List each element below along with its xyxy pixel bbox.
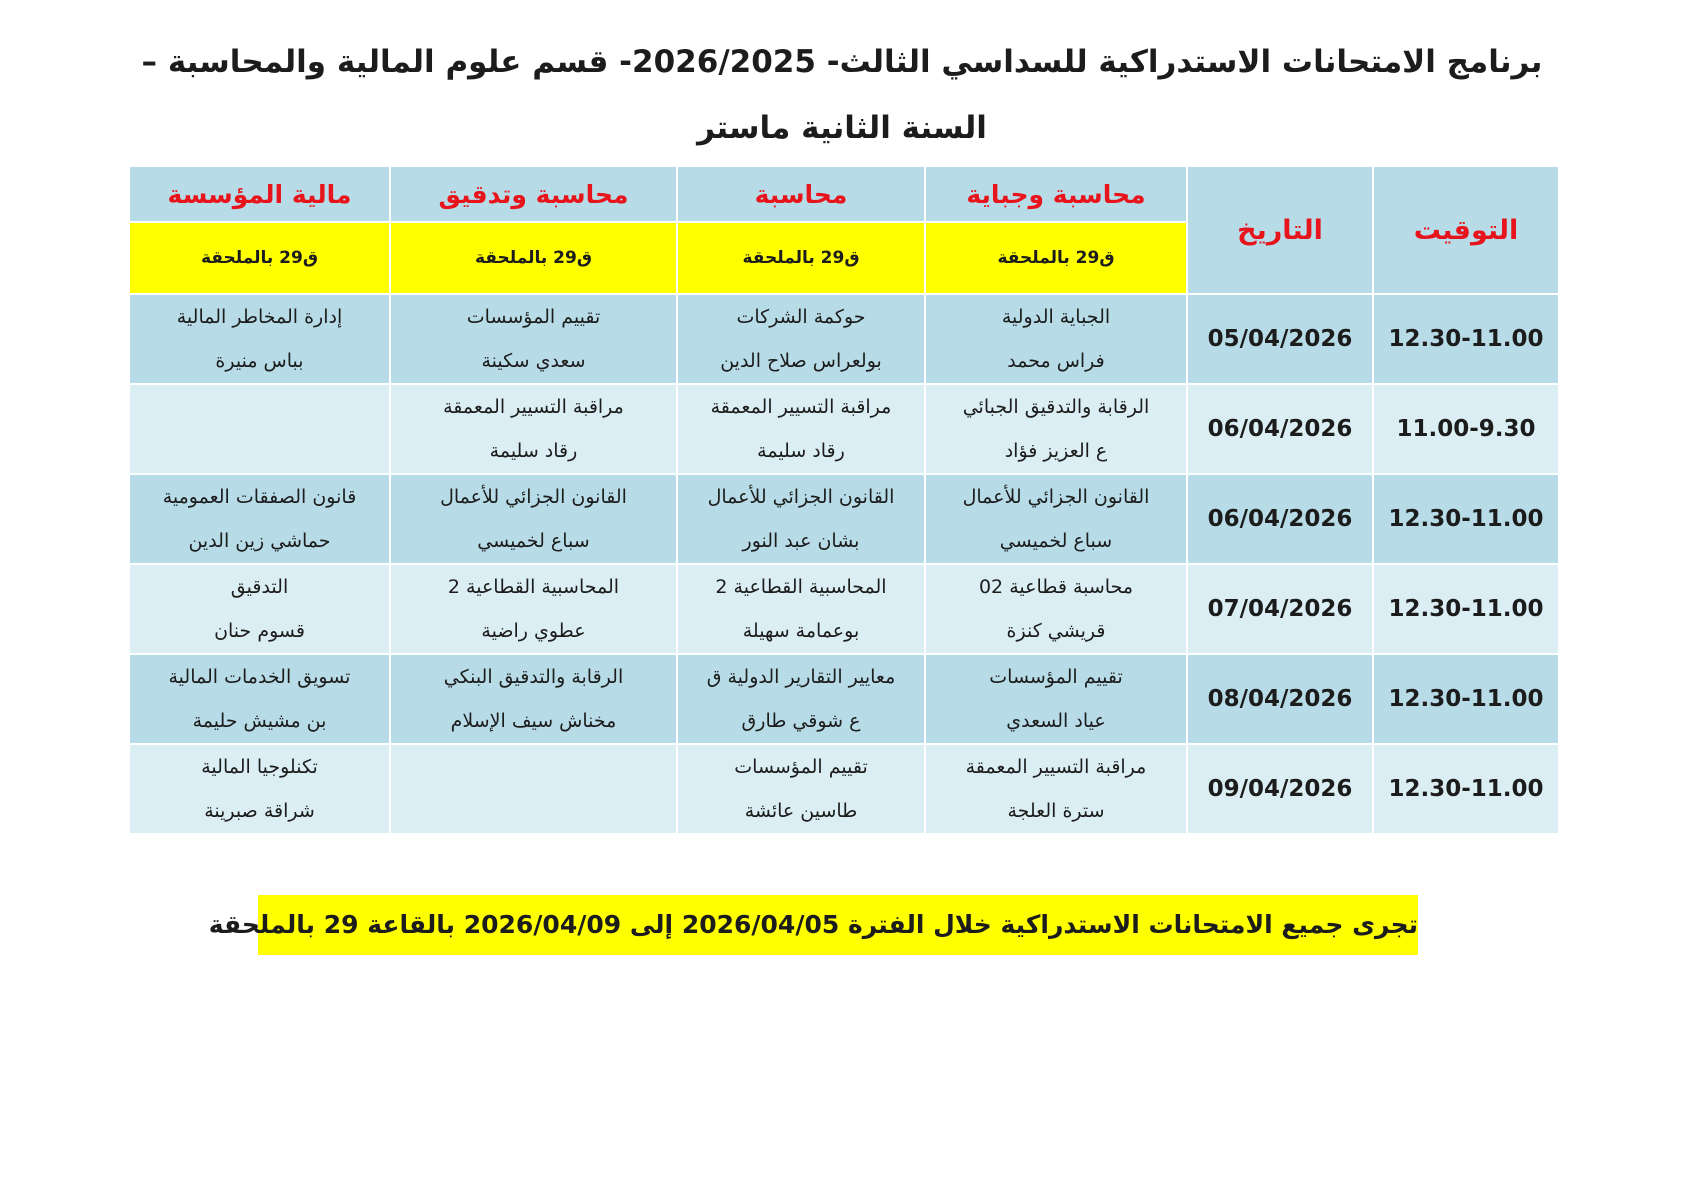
teacher-name: بشان عبد النور — [742, 530, 860, 552]
exam-cell — [390, 564, 677, 654]
specialty-header: مالية المؤسسة — [129, 166, 390, 222]
exam-cell — [129, 384, 390, 474]
exam-cell — [129, 474, 390, 564]
date-cell: 05/04/2026 — [1187, 294, 1373, 384]
time-cell: 12.30-11.00 — [1373, 474, 1559, 564]
date-header: التاريخ — [1187, 166, 1373, 294]
exam-cell — [129, 654, 390, 744]
specialty-header: محاسبة وتدقيق — [390, 166, 677, 222]
exam-period-note: تجرى جميع الامتحانات الاستدراكية خلال الفترة 2026/04/05 إلى 2026/04/09 بالقاعة 29 بالملحقة — [258, 895, 1418, 955]
exam-cell — [925, 744, 1187, 834]
exam-cell — [390, 384, 677, 474]
exam-cell — [677, 474, 925, 564]
table-row — [129, 564, 1559, 654]
room-label: ق29 بالملحقة — [390, 222, 677, 294]
course-name: تكنلوجيا المالية — [201, 756, 318, 778]
exam-cell — [925, 474, 1187, 564]
exam-cell — [677, 384, 925, 474]
page-subtitle: السنة الثانية ماستر — [697, 110, 987, 146]
course-name: المحاسبية القطاعية 2 — [715, 576, 887, 598]
date-cell: 06/04/2026 — [1187, 384, 1373, 474]
exam-cell — [390, 654, 677, 744]
teacher-name: قريشي كنزة — [1006, 620, 1106, 642]
course-name: إدارة المخاطر المالية — [176, 306, 343, 328]
exam-cell — [390, 744, 677, 834]
teacher-name: سترة العلجة — [1007, 800, 1105, 822]
exam-cell — [677, 294, 925, 384]
exam-cell — [129, 294, 390, 384]
time-cell: 12.30-11.00 — [1373, 564, 1559, 654]
course-name: القانون الجزائي للأعمال — [707, 486, 895, 508]
exam-cell — [925, 294, 1187, 384]
teacher-name: سعدي سكينة — [481, 350, 586, 372]
teacher-name: سباع لخميسي — [999, 530, 1113, 552]
course-name: الرقابة والتدقيق البنكي — [443, 666, 624, 688]
teacher-name: رقاد سليمة — [489, 440, 578, 462]
course-name: محاسبة قطاعية 02 — [978, 576, 1134, 598]
exam-schedule-table — [128, 165, 1560, 835]
teacher-name: مخناش سيف الإسلام — [450, 710, 617, 732]
course-name: الرقابة والتدقيق الجبائي — [962, 396, 1150, 418]
header-row — [129, 166, 1559, 222]
exam-cell — [677, 654, 925, 744]
course-name: التدقيق — [230, 576, 289, 598]
course-name: تقييم المؤسسات — [466, 306, 601, 328]
course-name: قانون الصفقات العمومية — [162, 486, 357, 508]
exam-cell — [925, 564, 1187, 654]
course-name: مراقبة التسيير المعمقة — [443, 396, 624, 418]
table-row — [129, 654, 1559, 744]
date-cell: 08/04/2026 — [1187, 654, 1373, 744]
exam-cell — [925, 384, 1187, 474]
time-cell: 12.30-11.00 — [1373, 654, 1559, 744]
specialty-header: محاسبة وجباية — [925, 166, 1187, 222]
course-name: حوكمة الشركات — [736, 306, 866, 328]
teacher-name: رقاد سليمة — [757, 440, 845, 462]
table-row — [129, 744, 1559, 834]
course-name: مراقبة التسيير المعمقة — [710, 396, 892, 418]
teacher-name: بوعمامة سهيلة — [742, 620, 860, 642]
teacher-name: ع العزيز فؤاد — [1004, 440, 1108, 462]
date-cell: 06/04/2026 — [1187, 474, 1373, 564]
teacher-name: طاسين عائشة — [744, 800, 858, 822]
room-label: ق29 بالملحقة — [129, 222, 390, 294]
table-row — [129, 474, 1559, 564]
time-cell: 11.00-9.30 — [1373, 384, 1559, 474]
teacher-name: بن مشيش حليمة — [192, 710, 327, 732]
room-label: ق29 بالملحقة — [925, 222, 1187, 294]
course-name: المحاسبية القطاعية 2 — [447, 576, 620, 598]
time-cell: 12.30-11.00 — [1373, 294, 1559, 384]
table-row — [129, 294, 1559, 384]
course-name: معايير التقارير الدولية ق — [706, 666, 896, 688]
teacher-name: سباع لخميسي — [477, 530, 590, 552]
exam-cell — [925, 654, 1187, 744]
teacher-name: عطوي راضية — [481, 620, 586, 642]
date-cell: 09/04/2026 — [1187, 744, 1373, 834]
teacher-name: بولعراس صلاح الدين — [720, 350, 882, 372]
time-cell: 12.30-11.00 — [1373, 744, 1559, 834]
room-label: ق29 بالملحقة — [677, 222, 925, 294]
exam-cell — [677, 564, 925, 654]
course-name: القانون الجزائي للأعمال — [962, 486, 1150, 508]
teacher-name: بباس منيرة — [215, 350, 304, 372]
course-name: القانون الجزائي للأعمال — [440, 486, 627, 508]
course-name: مراقبة التسيير المعمقة — [965, 756, 1147, 778]
table-row — [129, 384, 1559, 474]
teacher-name: فراس محمد — [1007, 350, 1105, 372]
course-name: تقييم المؤسسات — [989, 666, 1123, 688]
date-cell: 07/04/2026 — [1187, 564, 1373, 654]
time-header: التوقيت — [1373, 166, 1559, 294]
exam-cell — [390, 474, 677, 564]
course-name: تسويق الخدمات المالية — [168, 666, 351, 688]
exam-cell — [390, 294, 677, 384]
exam-cell — [677, 744, 925, 834]
teacher-name: حماشي زين الدين — [188, 530, 331, 552]
teacher-name: عياد السعدي — [1006, 710, 1106, 732]
course-name: الجباية الدولية — [1001, 306, 1111, 328]
exam-cell — [129, 564, 390, 654]
exam-cell — [129, 744, 390, 834]
specialty-header: محاسبة — [677, 166, 925, 222]
course-name: تقييم المؤسسات — [734, 756, 868, 778]
teacher-name: شراقة صبرينة — [204, 800, 315, 822]
teacher-name: قسوم حنان — [214, 620, 305, 642]
page-title: برنامج الامتحانات الاستدراكية للسداسي الثالث- 2026/2025- قسم علوم المالية والمحاسبة – — [141, 44, 1543, 80]
teacher-name: ع شوقي طارق — [741, 710, 861, 732]
